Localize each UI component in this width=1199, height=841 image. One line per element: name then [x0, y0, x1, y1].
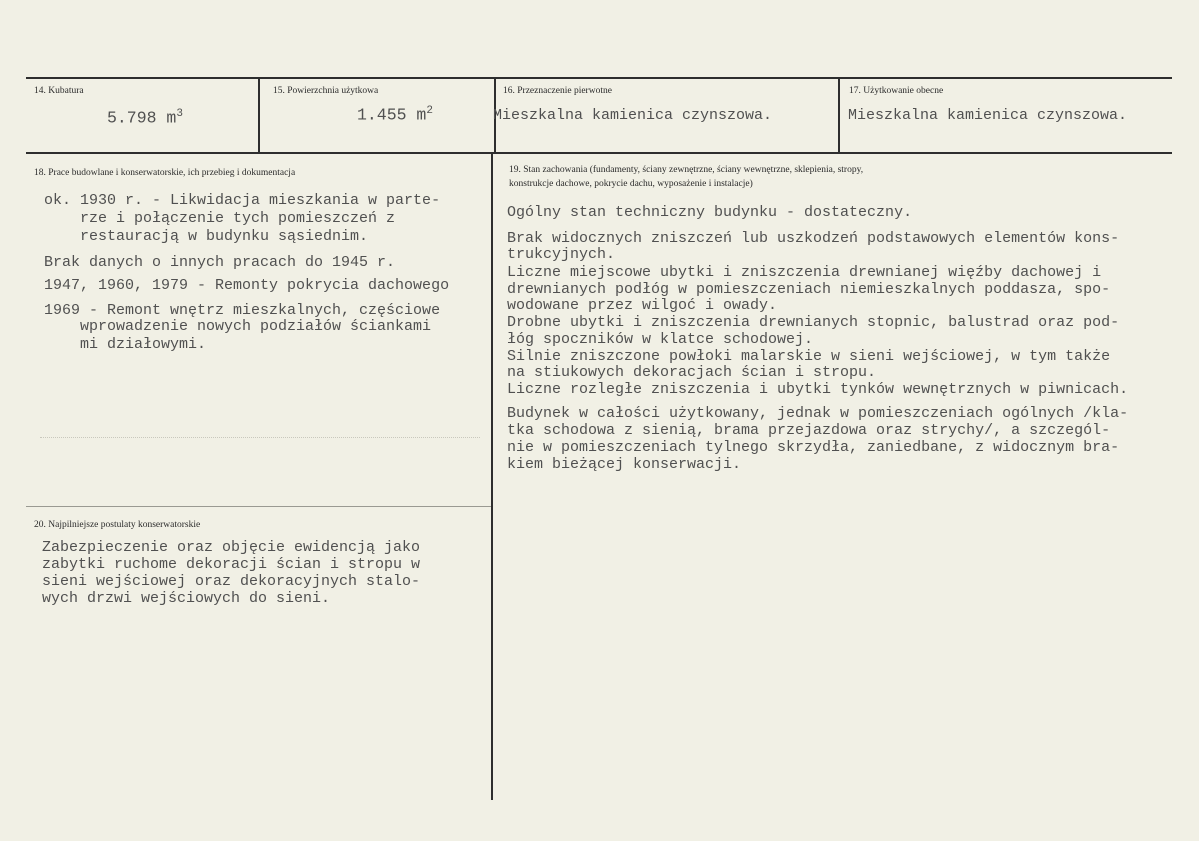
field-15-label: 15. Powierzchnia użytkowa [273, 86, 379, 96]
text-line: Silnie zniszczone powłoki malarskie w sieni wejściowej, w tym także [507, 348, 1111, 365]
text-line: nie w pomieszczeniach tylnego skrzydła, zaniedbane, z widocznym bra- [507, 439, 1120, 456]
field-20-label: 20. Najpilniejsze postulaty konserwatorskie [34, 520, 201, 530]
text-line: Liczne rozległe zniszczenia i ubytki tynków wewnętrznych w piwnicach. [507, 381, 1129, 398]
text-line: ok. 1930 r. - Likwidacja mieszkania w parte- [44, 192, 441, 209]
field-18-label: 18. Prace budowlane i konserwatorskie, ich przebieg i dokumentacja [34, 168, 296, 178]
field-17-value: Mieszkalna kamienica czynszowa. [848, 107, 1128, 124]
section20-top-rule [26, 506, 492, 507]
dotted-guide [40, 437, 480, 438]
text-line: Budynek w całości użytkowany, jednak w pomieszczeniach ogólnych /kla- [507, 405, 1129, 422]
text-line: Brak widocznych zniszczeń lub uszkodzeń podstawowych elementów kons- [507, 230, 1120, 247]
text-line: rze i połączenie tych pomieszczeń z [44, 210, 396, 227]
text-line: na stiukowych dekoracjach ścian i stropu. [507, 364, 877, 381]
divider-14-15 [258, 77, 260, 153]
text-line: wych drzwi wejściowych do sieni. [42, 590, 331, 607]
text-line: Drobne ubytki i zniszczenia drewnianych stopnic, balustrad oraz pod- [507, 314, 1120, 331]
text-line: Ogólny stan techniczny budynku - dostateczny. [507, 204, 913, 221]
field-19-label-line2: konstrukcje dachowe, pokrycie dachu, wyposażenie i instalacje) [509, 179, 753, 189]
field-15-value: 1.455 $m^2$ [357, 105, 433, 125]
text-line: tka schodowa z sienią, brama przejazdowa oraz strychy/, a szczegól- [507, 422, 1111, 439]
field-14-label: 14. Kubatura [34, 86, 84, 96]
text-line: 1947, 1960, 1979 - Remonty pokrycia dachowego [44, 277, 450, 294]
divider-left-right [491, 152, 493, 800]
text-line: wprowadzenie nowych podziałów ściankami [44, 318, 432, 335]
text-line: Liczne miejscowe ubytki i zniszczenia drewnianej więźby dachowej i [507, 264, 1102, 281]
text-line: sieni wejściowej oraz dekoracyjnych stalo- [42, 573, 421, 590]
text-line: zabytki ruchome dekoracji ścian i stropu w [42, 556, 421, 573]
field-19-label-line1: 19. Stan zachowania (fundamenty, ściany zewnętrzne, ściany wewnętrzne, sklepienia, stropy, [509, 165, 864, 175]
text-line: kiem bieżącej konserwacji. [507, 456, 742, 473]
text-line: Zabezpieczenie oraz objęcie ewidencją jako [42, 539, 421, 556]
text-line: mi działowymi. [44, 336, 207, 353]
text-line: wodowane przez wilgoć i owady. [507, 297, 778, 314]
text-line: restauracją w budynku sąsiednim. [44, 228, 369, 245]
top-rule [26, 77, 1172, 79]
text-line: drewnianych podłóg w pomieszczeniach niemieszkalnych poddasza, spo- [507, 281, 1111, 298]
field-17-label: 17. Użytkowanie obecne [849, 86, 944, 96]
text-line: 1969 - Remont wnętrz mieszkalnych, częściowe [44, 302, 441, 319]
field-16-value: Mieszkalna kamienica czynszowa. [493, 107, 773, 124]
text-line: Brak danych o innych pracach do 1945 r. [44, 254, 396, 271]
field-16-label: 16. Przeznaczenie pierwotne [503, 86, 612, 96]
text-line: łóg spoczników w klatce schodowej. [507, 331, 814, 348]
text-line: trukcyjnych. [507, 246, 616, 263]
field-14-value: 5.798 $m^3$ [107, 108, 183, 128]
divider-16-17 [838, 77, 840, 153]
header-bottom-rule [26, 152, 1172, 154]
